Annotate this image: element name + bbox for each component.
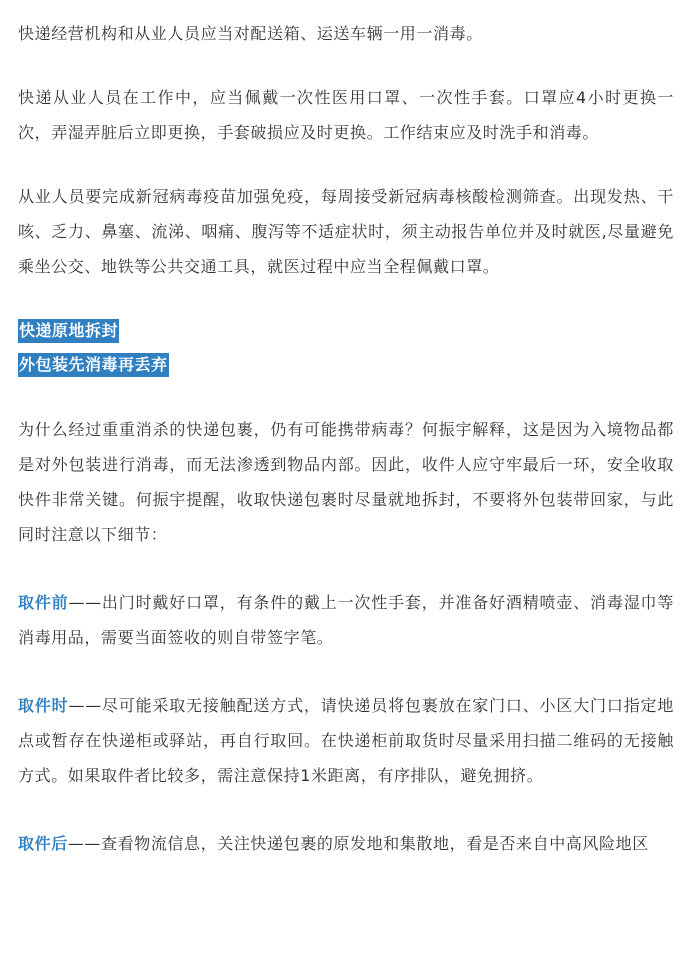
step-text: ——查看物流信息，关注快递包裹的原发地和集散地，看是否来自中高风险地区 bbox=[67, 834, 649, 853]
step-label: 取件后 bbox=[18, 834, 68, 853]
section-heading-line-1: 快递原地拆封 bbox=[18, 319, 119, 343]
step-text: ——出门时戴好口罩，有条件的戴上一次性手套，并准备好酒精喷壶、消毒湿巾等消毒用品，需要当面签收的则自带签字笔。 bbox=[18, 593, 674, 647]
paragraph-vaccine-testing: 从业人员要完成新冠病毒疫苗加强免疫，每周接受新冠病毒核酸检测筛查。出现发热、干咳、乏力、鼻塞、流涕、咽痛、腹泻等不适症状时，须主动报告单位并及时就医,尽量避免乘坐公交、地铁等公共交通工具，就医过程中应当全程佩戴口罩。 bbox=[18, 187, 674, 276]
section-heading bbox=[18, 314, 674, 382]
step-after-pickup bbox=[18, 826, 674, 861]
step-during-pickup bbox=[18, 688, 674, 793]
paragraph-intro: 为什么经过重重消杀的快递包裹，仍有可能携带病毒？何振宇解释，这是因为入境物品都是对外包装进行消毒，而无法渗透到物品内部。因此，收件人应守牢最后一环，安全收取快件非常关键。何振宇提醒，收取快递包裹时尽量就地拆封，不要将外包装带回家，与此同时注意以下细节： bbox=[18, 420, 674, 544]
step-label: 取件时 bbox=[18, 696, 69, 715]
article-body bbox=[18, 16, 674, 861]
section-heading-line-2: 外包装先消毒再丢弃 bbox=[18, 353, 169, 377]
step-text: ——尽可能采取无接触配送方式，请快递员将包裹放在家门口、小区大门口指定地点或暂存在快递柜或驿站，再自行取回。在快递柜前取货时尽量采用扫描二维码的无接触方式。如果取件者比较多，需注意保持1米距离，有序排队，避免拥挤。 bbox=[18, 696, 674, 785]
step-before-pickup bbox=[18, 585, 674, 655]
paragraph-disinfect-vehicles: 快递经营机构和从业人员应当对配送箱、运送车辆一用一消毒。 bbox=[18, 24, 483, 43]
paragraph-mask-gloves: 快递从业人员在工作中，应当佩戴一次性医用口罩、一次性手套。口罩应4小时更换一次，弄湿弄脏后立即更换，手套破损应及时更换。工作结束应及时洗手和消毒。 bbox=[18, 88, 674, 142]
step-label: 取件前 bbox=[18, 593, 69, 612]
